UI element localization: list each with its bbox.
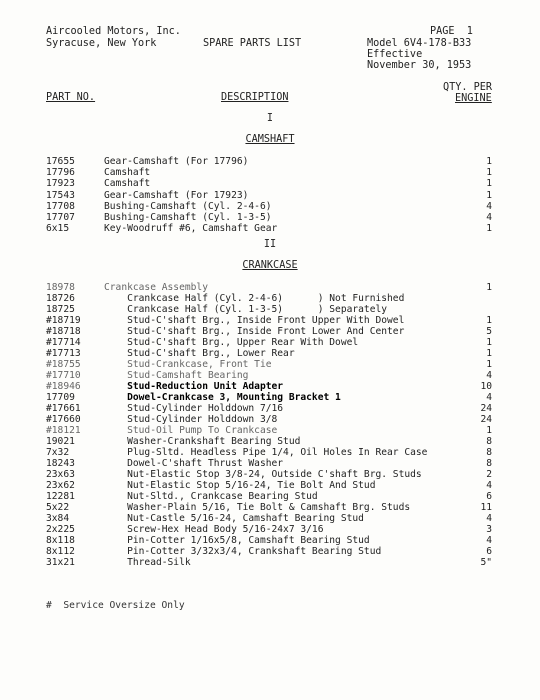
- column-qty-line2: ENGINE: [455, 93, 492, 104]
- table-row: [0, 491, 540, 502]
- table-row: [0, 178, 540, 189]
- part-description: Screw-Hex Head Body 5/16-24x7 3/16: [104, 524, 324, 535]
- part-number: 18978: [46, 282, 75, 293]
- table-row: [0, 201, 540, 212]
- part-quantity: 4: [486, 392, 492, 403]
- part-description: Stud-Cylinder Holddown 3/8: [104, 414, 278, 425]
- part-description: Nut-Castle 5/16-24, Camshaft Bearing Stud: [104, 513, 364, 524]
- table-row: [0, 156, 540, 167]
- part-number: 17796: [46, 167, 75, 179]
- part-description: Washer-Crankshaft Bearing Stud: [104, 436, 301, 447]
- part-quantity: 4: [486, 513, 492, 524]
- part-quantity: 1: [486, 167, 492, 179]
- part-number: #17661: [46, 403, 81, 414]
- part-description: Crankcase Assembly: [104, 282, 208, 293]
- part-number: #18755: [46, 359, 81, 370]
- effective-date: November 30, 1953: [367, 60, 472, 71]
- table-row: [0, 447, 540, 458]
- part-number: 17707: [46, 212, 75, 223]
- part-description: Pin-Cotter 1/16x5/8, Camshaft Bearing Stud: [104, 535, 370, 546]
- part-quantity: 1: [486, 178, 492, 190]
- table-row: [0, 370, 540, 381]
- part-number: #18719: [46, 315, 81, 326]
- effective-label: Effective: [367, 49, 423, 60]
- table-row: [0, 315, 540, 326]
- part-number: 17543: [46, 189, 75, 201]
- company-location: Syracuse, New York: [46, 38, 157, 49]
- part-description: Pin-Cotter 3/32x3/4, Crankshaft Bearing Stud: [104, 546, 382, 557]
- table-row: [0, 190, 540, 201]
- section2-title: CRANKCASE: [242, 260, 298, 271]
- part-number: #17710: [46, 370, 81, 381]
- part-description: Washer-Plain 5/16, Tie Bolt & Camshaft Brg. Studs: [104, 502, 411, 513]
- part-number: 18726: [46, 293, 75, 304]
- part-description: Key-Woodruff #6, Camshaft Gear: [104, 223, 278, 235]
- table-row: [0, 436, 540, 447]
- part-quantity: 1: [486, 156, 492, 167]
- part-number: #18121: [46, 425, 81, 436]
- part-number: 18725: [46, 304, 75, 315]
- part-quantity: 24: [480, 403, 492, 414]
- part-number: #17660: [46, 414, 81, 425]
- part-number: 17708: [46, 200, 75, 212]
- part-quantity: 5: [486, 326, 492, 337]
- table-row: [0, 480, 540, 491]
- table-row: [0, 546, 540, 557]
- part-description: Nut-Sltd., Crankcase Bearing Stud: [104, 491, 318, 502]
- part-quantity: 1: [486, 337, 492, 348]
- part-number: 18243: [46, 458, 75, 469]
- column-part-no: PART NO.: [46, 92, 96, 103]
- part-description: Stud-Oil Pump To Crankcase: [104, 425, 278, 436]
- part-description: Crankcase Half (Cyl. 2-4-6) ) Not Furnished: [104, 293, 405, 304]
- part-quantity: 24: [480, 414, 492, 425]
- part-quantity: 1: [486, 189, 492, 201]
- part-number: 12281: [46, 491, 75, 502]
- part-description: Stud-C'shaft Brg., Upper Rear With Dowel: [104, 337, 359, 348]
- part-quantity: 3: [486, 524, 492, 535]
- part-description: Dowel-Crankcase 3, Mounting Bracket 1: [104, 392, 341, 403]
- part-quantity: 1: [486, 315, 492, 326]
- part-quantity: 5": [480, 557, 492, 568]
- table-row: [0, 524, 540, 535]
- part-number: #18946: [46, 381, 81, 392]
- part-description: Nut-Elastic Stop 3/8-24, Outside C'shaft Brg. Studs: [104, 469, 422, 480]
- table-row: [0, 293, 540, 304]
- section1-title: CAMSHAFT: [245, 134, 295, 145]
- table-row: [0, 414, 540, 425]
- part-number: 8x112: [46, 546, 75, 557]
- part-quantity: 4: [486, 212, 492, 223]
- part-quantity: 6: [486, 491, 492, 502]
- part-quantity: 8: [486, 436, 492, 447]
- part-number: #17713: [46, 348, 81, 359]
- part-number: 17923: [46, 178, 75, 190]
- part-number: 19021: [46, 436, 75, 447]
- table-row: [0, 167, 540, 178]
- part-number: 2x225: [46, 524, 75, 535]
- part-description: Bushing-Camshaft (Cyl. 1-3-5): [104, 212, 272, 223]
- table-row: [0, 502, 540, 513]
- table-row: [0, 223, 540, 234]
- part-description: Bushing-Camshaft (Cyl. 2-4-6): [104, 200, 272, 212]
- part-number: #17714: [46, 337, 81, 348]
- part-description: Camshaft: [104, 167, 151, 179]
- table-row: [0, 282, 540, 293]
- part-number: 7x32: [46, 447, 70, 458]
- table-row: [0, 337, 540, 348]
- part-quantity: 1: [486, 348, 492, 359]
- part-description: Gear-Camshaft (For 17923): [104, 189, 249, 201]
- part-description: Nut-Elastic Stop 5/16-24, Tie Bolt And Stud: [104, 480, 376, 491]
- table-row: [0, 392, 540, 403]
- part-number: 5x22: [46, 502, 70, 513]
- table-row: [0, 326, 540, 337]
- part-number: #18718: [46, 326, 81, 337]
- table-row: [0, 212, 540, 223]
- footnote: # Service Oversize Only: [46, 600, 185, 611]
- part-quantity: 8: [486, 447, 492, 458]
- table-row: [0, 425, 540, 436]
- part-description: Stud-C'shaft Brg., Inside Front Upper With Dowel: [104, 315, 405, 326]
- page-number: PAGE 1: [430, 26, 473, 37]
- part-quantity: 4: [486, 200, 492, 212]
- table-row: [0, 469, 540, 480]
- company-name: Aircooled Motors, Inc.: [46, 26, 181, 37]
- table-row: [0, 458, 540, 469]
- part-description: Stud-C'shaft Brg., Inside Front Lower And Center: [104, 326, 405, 337]
- part-quantity: 1: [486, 359, 492, 370]
- part-description: Camshaft: [104, 178, 151, 190]
- part-quantity: 1: [486, 223, 492, 235]
- section1-numeral: I: [266, 113, 274, 124]
- part-quantity: 2: [486, 469, 492, 480]
- part-number: 23x63: [46, 469, 75, 480]
- table-row: [0, 348, 540, 359]
- part-number: 6x15: [46, 223, 70, 235]
- part-quantity: 11: [480, 502, 492, 513]
- table-row: [0, 557, 540, 568]
- part-number: 17655: [46, 156, 75, 167]
- part-description: Plug-Sltd. Headless Pipe 1/4, Oil Holes In Rear Case: [104, 447, 428, 458]
- part-description: Thread-Silk: [104, 557, 191, 568]
- table-row: [0, 403, 540, 414]
- part-quantity: 4: [486, 480, 492, 491]
- model-number: Model 6V4-178-B33: [367, 38, 472, 49]
- table-row: [0, 513, 540, 524]
- part-quantity: 10: [480, 381, 492, 392]
- part-number: 17709: [46, 392, 75, 403]
- column-qty-line1: QTY. PER: [443, 82, 493, 93]
- document-title: SPARE PARTS LIST: [203, 38, 302, 49]
- column-description: DESCRIPTION: [221, 92, 289, 103]
- part-quantity: 4: [486, 370, 492, 381]
- part-number: 23x62: [46, 480, 75, 491]
- part-description: Stud-Camshaft Bearing: [104, 370, 249, 381]
- part-quantity: 8: [486, 458, 492, 469]
- part-quantity: 1: [486, 282, 492, 293]
- part-description: Stud-Cylinder Holddown 7/16: [104, 403, 284, 414]
- table-row: [0, 359, 540, 370]
- part-number: 31x21: [46, 557, 75, 568]
- table-row: [0, 381, 540, 392]
- table-row: [0, 535, 540, 546]
- section2-numeral: II: [263, 239, 277, 250]
- part-description: Crankcase Half (Cyl. 1-3-5) ) Separately: [104, 304, 388, 315]
- part-description: Stud-Crankcase, Front Tie: [104, 359, 272, 370]
- part-quantity: 1: [486, 425, 492, 436]
- part-quantity: 6: [486, 546, 492, 557]
- part-quantity: 4: [486, 535, 492, 546]
- part-description: Stud-Reduction Unit Adapter: [104, 381, 284, 392]
- part-description: Gear-Camshaft (For 17796): [104, 156, 249, 167]
- part-description: Stud-C'shaft Brg., Lower Rear: [104, 348, 295, 359]
- part-number: 3x84: [46, 513, 70, 524]
- table-row: [0, 304, 540, 315]
- part-number: 8x118: [46, 535, 75, 546]
- part-description: Dowel-C'shaft Thrust Washer: [104, 458, 284, 469]
